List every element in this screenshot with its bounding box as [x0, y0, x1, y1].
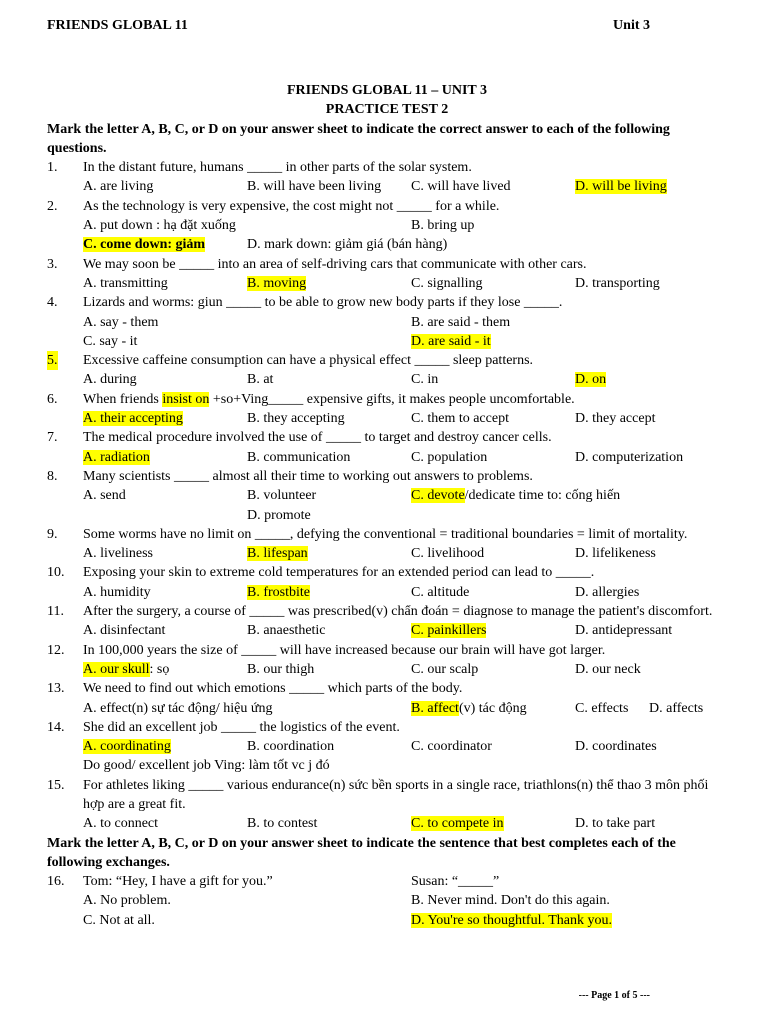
question-11 — [47, 602, 727, 621]
options-2-row1 — [47, 216, 727, 235]
question-number: 15. — [47, 777, 65, 793]
dialogue-susan: Susan: “_____” — [411, 874, 500, 890]
option-b: B. Never mind. Don't do this again. — [411, 893, 610, 909]
question-number: 8. — [47, 468, 58, 484]
options-7 — [47, 448, 727, 467]
question-2 — [47, 197, 727, 216]
option-b: B. they accepting — [247, 411, 345, 427]
question-9 — [47, 525, 727, 544]
question-number: 16. — [47, 874, 65, 890]
option-c: C. livelihood — [411, 546, 485, 562]
option-a: A. say - them — [83, 314, 159, 330]
option-c-note: /dedicate time to: cống hiến — [464, 488, 621, 504]
question-text: Many scientists _____ almost all their time to working out answers to problems. — [83, 468, 533, 484]
option-c-answer: C. painkillers — [411, 623, 487, 639]
option-d: D. mark down: giảm giá (bán hàng) — [247, 237, 448, 253]
option-b: B. are said - them — [411, 314, 511, 330]
question-8 — [47, 467, 727, 486]
option-d: D. computerization — [575, 449, 684, 465]
question-text: Some worms have no limit on _____, defying the conventional = traditional boundaries = limit of mortality. — [83, 526, 688, 542]
option-d: D. affects — [649, 700, 704, 716]
option-d: D. promote — [247, 507, 311, 523]
option-a: A. No problem. — [83, 893, 171, 909]
option-b: B. volunteer — [247, 488, 317, 504]
option-d: D. our neck — [575, 661, 641, 677]
options-14 — [47, 737, 727, 756]
question-text: She did an excellent job _____ the logistics of the event. — [83, 719, 400, 735]
option-a: A. send — [83, 488, 126, 504]
option-d-answer: D. will be living — [575, 179, 667, 195]
question-number: 2. — [47, 198, 58, 214]
option-d: D. to take part — [575, 816, 656, 832]
option-b-answer: B. moving — [247, 275, 307, 291]
option-d-answer: D. are said - it — [411, 333, 491, 349]
option-b: B. bring up — [411, 218, 475, 234]
options-4-row2 — [47, 332, 727, 351]
document-body — [47, 81, 727, 930]
option-c: C. in — [411, 372, 439, 388]
options-12 — [47, 660, 727, 679]
question-text: After the surgery, a course of _____ was prescribed(v) chẩn đoán = diagnose to manage the patient's discomfort. — [83, 604, 713, 620]
question-4 — [47, 293, 727, 312]
question-text: As the technology is very expensive, the cost might not _____ for a while. — [83, 198, 500, 214]
question-text-part1: When friends — [83, 391, 163, 407]
dialogue-tom: Tom: “Hey, I have a gift for you.” — [83, 874, 273, 890]
option-a: A. put down : hạ đặt xuống — [83, 218, 236, 234]
question-text: We need to find out which emotions _____ which parts of the body. — [83, 681, 463, 697]
option-b-answer: B. lifespan — [247, 546, 308, 562]
option-d: D. transporting — [575, 275, 660, 291]
option-b: B. communication — [247, 449, 351, 465]
option-a: A. effect(n) sự tác động/ hiệu ứng — [83, 700, 273, 716]
question-14 — [47, 718, 727, 737]
option-c: C. Not at all. — [83, 912, 155, 928]
option-c: C. signalling — [411, 275, 483, 291]
option-b: B. coordination — [247, 739, 335, 755]
question-text: Lizards and worms: giun _____ to be able to grow new body parts if they lose _____. — [83, 295, 563, 311]
question-number: 10. — [47, 565, 65, 581]
option-c: C. them to accept — [411, 411, 509, 427]
option-a-answer: A. coordinating — [83, 739, 171, 755]
option-a-answer: A. radiation — [83, 449, 150, 465]
header-right: Unit 3 — [613, 18, 650, 33]
question-13 — [47, 679, 727, 698]
question-text-highlight: insist on — [162, 391, 210, 407]
question-number: 11. — [47, 604, 64, 620]
option-c: C. population — [411, 449, 488, 465]
question-6 — [47, 390, 727, 409]
option-d: D. lifelikeness — [575, 546, 656, 562]
option-a: A. are living — [83, 179, 154, 195]
question-text: In 100,000 years the size of _____ will have increased because our brain will have got larger. — [83, 642, 606, 658]
option-a: A. during — [83, 372, 137, 388]
options-16-row2 — [47, 911, 727, 930]
section-instruction-1: Mark the letter A, B, C, or D on your answer sheet to indicate the correct answer to each of the following questions. — [47, 121, 670, 156]
question-number: 4. — [47, 295, 58, 311]
options-2-row2 — [47, 235, 727, 254]
option-c: C. coordinator — [411, 739, 492, 755]
question-3 — [47, 255, 727, 274]
option-d-answer: D. on — [575, 372, 607, 388]
question-number: 7. — [47, 430, 58, 446]
options-8-row1 — [47, 486, 727, 505]
question-number: 3. — [47, 256, 58, 272]
question-number: 6. — [47, 391, 58, 407]
question-text: The medical procedure involved the use of _____ to target and destroy cancer cells. — [83, 430, 552, 446]
option-a: A. to connect — [83, 816, 159, 832]
option-c-answer: C. to compete in — [411, 816, 504, 832]
option-b: B. anaesthetic — [247, 623, 326, 639]
option-b-answer: B. affect — [411, 700, 459, 716]
option-b-note: (v) tác động — [458, 700, 527, 716]
options-3 — [47, 274, 727, 293]
question-14-note — [47, 756, 727, 775]
options-15 — [47, 814, 727, 833]
option-c: C. altitude — [411, 584, 470, 600]
option-c: C. will have lived — [411, 179, 511, 195]
doc-subtitle: PRACTICE TEST 2 — [325, 102, 449, 118]
question-text: In the distant future, humans _____ in other parts of the solar system. — [83, 160, 472, 176]
question-10 — [47, 563, 727, 582]
question-text: We may soon be _____ into an area of self-driving cars that communicate with other cars. — [83, 256, 587, 272]
question-number: 9. — [47, 526, 58, 542]
options-5 — [47, 370, 727, 389]
option-a: A. humidity — [83, 584, 151, 600]
option-d: D. antidepressant — [575, 623, 673, 639]
note-text: Do good/ excellent job Ving: làm tốt vc j đó — [83, 758, 330, 774]
options-13 — [47, 699, 727, 718]
option-c-answer: C. devote — [411, 488, 465, 504]
option-a: A. transmitting — [83, 275, 168, 291]
option-b: B. to contest — [247, 816, 318, 832]
question-7 — [47, 428, 727, 447]
question-number: 5. — [47, 351, 58, 370]
question-number: 12. — [47, 642, 65, 658]
option-d: D. they accept — [575, 411, 656, 427]
option-b: B. will have been living — [247, 179, 382, 195]
question-15 — [47, 776, 727, 815]
question-1 — [47, 158, 727, 177]
option-d: D. allergies — [575, 584, 640, 600]
options-4-row1 — [47, 313, 727, 332]
options-8-row2 — [47, 506, 727, 525]
question-number: 13. — [47, 681, 65, 697]
header-left: FRIENDS GLOBAL 11 — [47, 18, 188, 33]
question-number: 1. — [47, 160, 58, 176]
option-c: C. say - it — [83, 333, 138, 349]
page-footer: --- Page 1 of 5 --- — [578, 990, 650, 1001]
option-c: C. our scalp — [411, 661, 479, 677]
option-a-answer: A. their accepting — [83, 411, 183, 427]
option-b: B. our thigh — [247, 661, 315, 677]
option-d-answer: D. You're so thoughtful. Thank you. — [411, 912, 612, 928]
option-c-answer: C. come down: giảm — [83, 237, 206, 253]
options-1 — [47, 177, 727, 196]
doc-title: FRIENDS GLOBAL 11 – UNIT 3 — [286, 83, 488, 98]
option-a: A. liveliness — [83, 546, 153, 562]
option-b: B. at — [247, 372, 274, 388]
option-a: A. disinfectant — [83, 623, 166, 639]
option-a-answer: A. our skull — [83, 661, 150, 677]
options-16-row1 — [47, 891, 727, 910]
option-b-answer: B. frostbite — [247, 584, 310, 600]
question-5 — [47, 351, 727, 370]
section-instruction-2: Mark the letter A, B, C, or D on your answer sheet to indicate the sentence that best completes each of the following exchanges. — [47, 835, 676, 870]
question-12 — [47, 641, 727, 660]
question-text: Excessive caffeine consumption can have a physical effect _____ sleep patterns. — [83, 353, 534, 369]
option-d: D. coordinates — [575, 739, 657, 755]
options-11 — [47, 621, 727, 640]
option-a-note: : sọ — [149, 661, 170, 677]
question-16 — [47, 872, 727, 891]
question-text: Exposing your skin to extreme cold temperatures for an extended period can lead to _____. — [83, 565, 595, 581]
question-text-part2: +so+Ving_____ expensive gifts, it makes people uncomfortable. — [209, 391, 575, 407]
question-number: 14. — [47, 719, 65, 735]
option-c: C. effects — [575, 700, 629, 716]
options-9 — [47, 544, 727, 563]
options-10 — [47, 583, 727, 602]
options-6 — [47, 409, 727, 428]
question-text: For athletes liking _____ various endurance(n) sức bền sports in a single race, triathlons(n) thể thao 3 môn phối hợp are a great fit. — [83, 777, 709, 812]
